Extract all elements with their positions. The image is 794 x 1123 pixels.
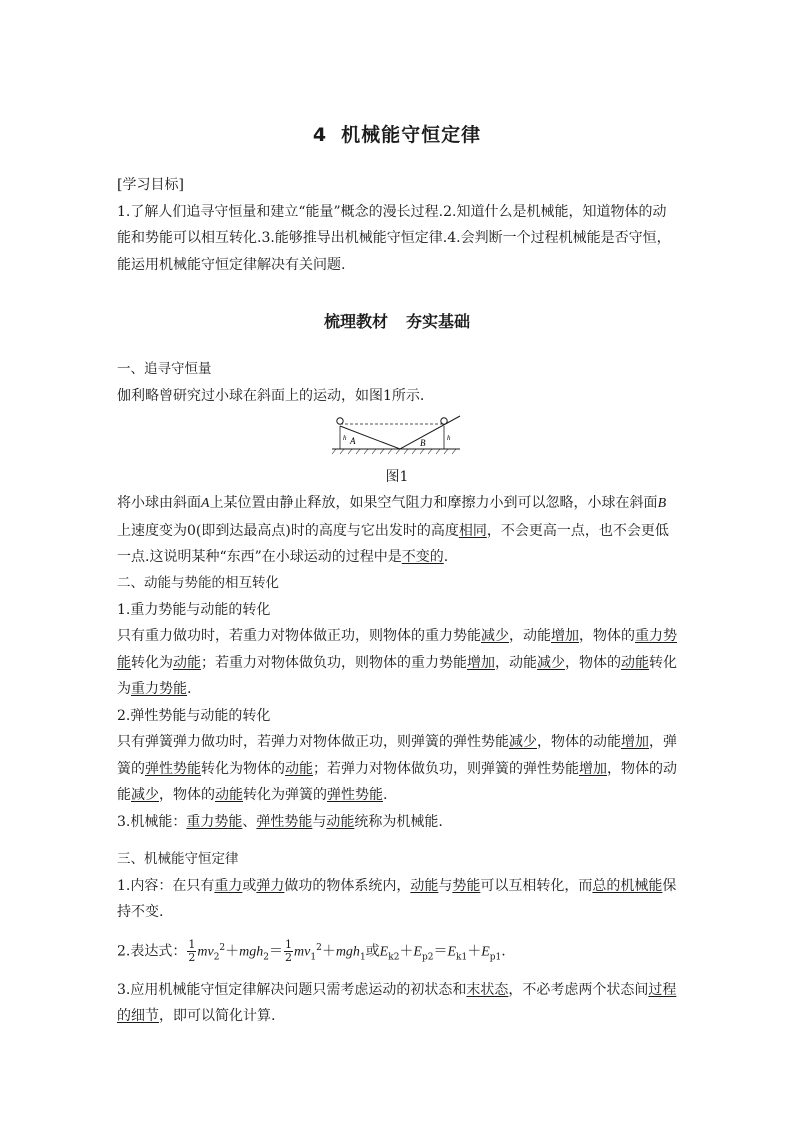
part2-heading: 二、动能与势能的相互转化 xyxy=(117,575,279,591)
blank-answer: 总的机械能 xyxy=(592,877,663,894)
section-title xyxy=(0,309,794,332)
blank-answer: 重力势能 xyxy=(117,628,677,671)
text-run: . xyxy=(187,681,192,697)
expression-label: 2.表达式： xyxy=(117,943,187,960)
symbol-a: A xyxy=(201,496,210,511)
blank-answer: 动能 xyxy=(215,787,243,803)
part1-heading: 一、追寻守恒量 xyxy=(117,361,212,377)
text-run: 上某位置由静止释放，如果空气阻力和摩擦力小到可以忽略，小球在斜面 xyxy=(209,495,658,511)
text-run: ，物体的动能 xyxy=(117,760,677,803)
text-run: ，动能 xyxy=(495,654,537,671)
text-run: ，即可以简化计算. xyxy=(159,1008,276,1025)
text-run: ，物体的 xyxy=(565,654,621,671)
text-run: 可以互相转化，而 xyxy=(480,877,593,894)
text-run: ，弹簧的 xyxy=(117,734,677,777)
fraction-numerator: 1 xyxy=(285,937,293,951)
part3 xyxy=(117,846,677,1030)
objectives-label: [学习目标] xyxy=(117,177,184,193)
text-run: 只有重力做功时，若重力对物体做正功，则物体的重力势能 xyxy=(117,628,481,644)
blank-answer: 不变的 xyxy=(401,549,444,565)
figure-label-b: B xyxy=(420,438,426,448)
blank-answer: 增加 xyxy=(621,734,649,750)
text-run: . xyxy=(383,787,388,803)
fraction-half xyxy=(187,939,196,964)
blank-answer: 重力势能 xyxy=(131,681,187,697)
part2-sub3 xyxy=(117,809,677,836)
part2-paragraph2 xyxy=(117,729,677,809)
part3-heading: 三、机械能守恒定律 xyxy=(117,851,239,867)
part3-apply xyxy=(117,977,677,1030)
part1-paragraph xyxy=(117,490,677,571)
text-run: 3.机械能： xyxy=(117,813,187,830)
ball-start-icon xyxy=(337,418,343,424)
figure-caption: 图1 xyxy=(385,469,409,485)
ball-end-icon xyxy=(441,418,447,424)
blank-answer: 减少 xyxy=(537,654,565,671)
incline-figure xyxy=(330,414,462,456)
text-run: ；若重力对物体做负功，则物体的重力势能 xyxy=(201,654,467,671)
fraction-denominator: 2 xyxy=(188,950,196,964)
blank-answer: 过程的细节 xyxy=(117,981,677,1025)
text-run: ，不会更高一点，也不会更低一点.这说明某种“东西”在小球运动的过程中是 xyxy=(117,522,669,565)
blank-answer: 减少 xyxy=(509,734,537,750)
blank-answer: 弹性势能 xyxy=(145,760,201,777)
text-run: ，不必考虑两个状态间 xyxy=(508,981,649,998)
blank-answer: 动能 xyxy=(410,877,439,894)
section-title-right: 夯实基础 xyxy=(406,312,471,331)
blank-answer: 弹性势能 xyxy=(327,787,383,803)
blank-answer: 动能 xyxy=(621,654,649,671)
text-run: 1.内容：在只有 xyxy=(117,877,215,894)
expression-or: 或 xyxy=(365,943,380,960)
blank-answer: 末状态 xyxy=(466,981,509,998)
figure-label-h-right: h xyxy=(447,434,451,442)
text-run: 、 xyxy=(242,813,257,830)
part2-paragraph1 xyxy=(117,623,677,703)
fraction-denominator: 2 xyxy=(285,950,293,964)
text-run: 做功的物体系统内， xyxy=(284,877,411,894)
part3-expression: 2.表达式： $\frac{1}{2}$ $mv_2^2+mgh_2=$ $\frac{1}{2}$ $mv_1^2+mgh_1$或$E_{k2}+E_{p2}=E_{k1}+E_{p1}$. xyxy=(117,937,506,964)
text-run: 将小球由斜面 xyxy=(117,495,201,511)
blank-answer: 重力势能 xyxy=(186,813,243,830)
blank-answer: 相同 xyxy=(458,522,487,539)
blank-answer: 弹性势能 xyxy=(256,813,313,830)
text-run: 3.应用机械能守恒定律解决问题只需考虑运动的初状态和 xyxy=(117,981,467,998)
chapter-title: 机械能守恒定律 xyxy=(341,124,482,146)
text-run: 转化为 xyxy=(131,654,173,671)
text-run: 转化为 xyxy=(117,654,677,697)
chapter-number: 4 xyxy=(312,124,328,146)
figure-label-h-left: h xyxy=(343,434,347,442)
part1-intro: 伽利略曾研究过小球在斜面上的运动，如图1所示. xyxy=(117,387,425,404)
blank-answer: 动能 xyxy=(326,813,355,830)
blank-answer: 动能 xyxy=(285,760,313,777)
text-run: 保持不变. xyxy=(117,877,677,920)
text-run: ，物体的 xyxy=(159,787,215,803)
text-run: 转化为弹簧的 xyxy=(243,787,327,803)
blank-answer: 增加 xyxy=(467,654,495,671)
page-title xyxy=(0,120,794,147)
part2-sub2: 2.弹性势能与动能的转化 xyxy=(117,707,271,724)
part2-sub1: 1.重力势能与动能的转化 xyxy=(117,601,271,618)
text-run: ；若弹力对物体做负功，则弹簧的弹性势能 xyxy=(313,760,579,777)
blank-answer: 减少 xyxy=(481,628,509,644)
text-run: 只有弹簧弹力做功时，若弹力对物体做正功，则弹簧的弹性势能 xyxy=(117,734,509,750)
text-run: 与 xyxy=(438,877,453,894)
objectives-text: 1.了解人们追寻守恒量和建立“能量”概念的漫长过程.2.知道什么是机械能，知道物体的动能和势能可以相互转化.3.能够推导出机械能守恒定律.4.会判断一个过程机械能是否守恒，能运用机械能守恒定律解决有关问题. xyxy=(117,203,671,273)
part3-content xyxy=(117,873,677,926)
fraction-numerator: 1 xyxy=(188,937,196,951)
section-title-left: 梳理教材 xyxy=(323,312,388,331)
text-run: . xyxy=(443,549,449,565)
text-run: 转化为物体的 xyxy=(201,760,285,777)
text-run: ，物体的 xyxy=(579,628,635,644)
text-run: ，动能 xyxy=(509,628,551,644)
blank-answer: 弹力 xyxy=(256,877,285,894)
text-run: 与 xyxy=(312,813,327,830)
text-run: 统称为机械能. xyxy=(354,813,443,830)
blank-answer: 动能 xyxy=(173,654,201,671)
fraction-half xyxy=(284,939,293,964)
blank-answer: 势能 xyxy=(452,877,481,894)
blank-answer: 增加 xyxy=(579,760,607,777)
text-run: 上速度变为0(即到达最高点)时的高度与它出发时的高度 xyxy=(117,522,459,539)
part2 xyxy=(117,570,677,835)
blank-answer: 增加 xyxy=(551,628,579,644)
symbol-b: B xyxy=(657,496,667,511)
figure-label-a: A xyxy=(350,436,356,446)
blank-answer: 重力 xyxy=(214,877,243,894)
blank-answer: 减少 xyxy=(131,787,159,803)
text-run: 或 xyxy=(242,877,257,894)
text-run: ，物体的动能 xyxy=(537,734,621,750)
learning-objectives xyxy=(117,172,677,278)
part1-heading-block xyxy=(117,356,677,409)
